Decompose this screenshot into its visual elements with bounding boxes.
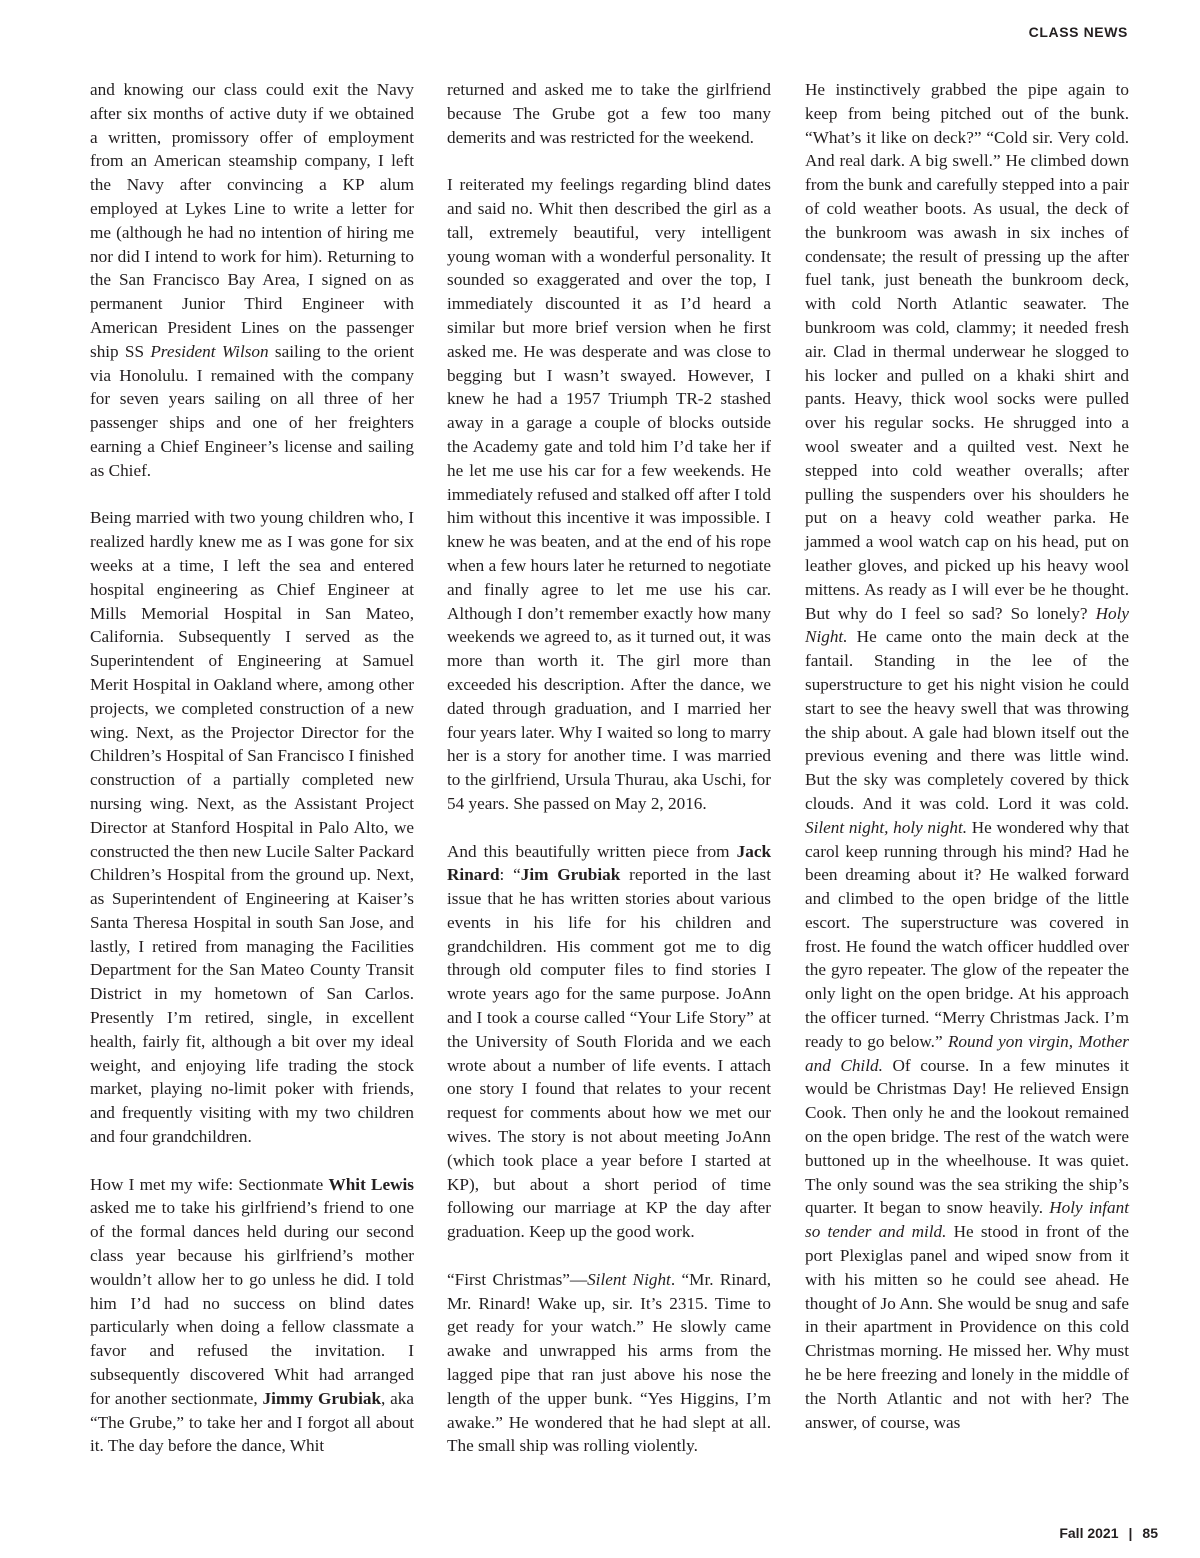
page-number: 85	[1142, 1525, 1158, 1541]
text-column-1	[90, 78, 414, 1458]
classmate-name: Jack Rinard	[447, 841, 771, 885]
carol-lyric: Holy Night.	[805, 603, 1129, 647]
classmate-name: Jim Grubiak	[520, 865, 621, 885]
classmate-name: Whit Lewis	[328, 1174, 414, 1194]
text-column-3	[805, 78, 1129, 1434]
paragraph: I reiterated my feelings regarding blind dates and said no. Whit then described the girl as a tall, extremely beautiful, very intelligent young woman with a wonderful personality. It sounded so exaggerated and over the top, I immediately discounted it as I’d heard a similar but more brief version when he first asked me. He was desperate and was close to begging but I wasn’t swayed. However, I knew he had a 1957 Triumph TR-2 stashed away in a garage a couple of blocks outside the Academy gate and told him I’d take her if he let me use his car for a few weekends. He immediately refused and stalked off after I told him without this incentive it was impossible. I knew he was beaten, and at the end of his rope when a few hours later he returned to negotiate and finally agree to let me use his car. Although I don’t remember exactly how many weekends we agreed to, as it turned out, it was more than worth it. The girl more than exceeded his description. After the dance, we dated through graduation, and I married her four years later. Why I waited so long to marry her is a story for another time. I was married to the girlfriend, Ursula Thurau, aka Uschi, for 54 years. She passed on May 2, 2016.	[447, 175, 771, 813]
story-title: Silent Night	[587, 1269, 671, 1289]
paragraph: Being married with two young children who, I realized hardly knew me as I was gone for six weeks at a time, I left the sea and entered hospital engineering as Chief Engineer at Mills Memorial Hospital in San Mateo, California. Subsequently I served as the Superintendent of Engineering at Samuel Merit Hospital in Oakland where, among other projects, we completed construction of a new wing. Next, as the Projector Director for the Children’s Hospital of San Francisco I finished construction of a partially completed new nursing wing. Next, as the Assistant Project Director at Stanford Hospital in Palo Alto, we constructed the then new Lucile Salter Packard Children’s Hospital from the ground up. Next, as Superintendent of Engineering at Kaiser’s Santa Theresa Hospital in south San Jose, and lastly, I retired from managing the Facilities Department for the San Mateo County Transit District in my hometown of San Carlos. Presently I’m retired, single, in excellent health, fairly fit, although a bit over my ideal weight, and enjoying life trading the stock market, playing no-limit poker with friends, and frequently visiting with my two children and four grandchildren.	[90, 508, 414, 1147]
section-header: CLASS NEWS	[1028, 24, 1128, 40]
text-column-2	[447, 78, 771, 1458]
carol-lyric: Silent night, holy night.	[805, 817, 968, 837]
carol-lyric: Holy infant so tender and mild.	[805, 1198, 1129, 1242]
paragraph: and knowing our class could exit the Navy after six months of active duty if we obtained a written, promissory offer of employment from an American steamship company, I left the Navy after convincing a KP alum employed at Lykes Line to write a letter for me (although he had no intention of hiring me nor did I intend to work for him). Returning to the San Francisco Bay Area, I signed on as permanent Junior Third Engineer with American President Lines on the passenger ship SS President Wilson sailing to the orient via Honolulu. I remained with the company for seven years sailing on all three of her passenger ships and one of her freighters earning a Chief Engineer’s license and sailing as Chief.	[90, 80, 414, 480]
classmate-name: Jimmy Grubiak	[262, 1388, 382, 1408]
ship-name: President Wilson	[150, 341, 269, 361]
paragraph: returned and asked me to take the girlfriend because The Grube got a few too many demerits and was restricted for the weekend.	[447, 80, 771, 147]
paragraph: And this beautifully written piece from Jack Rinard: “Jim Grubiak reported in the last issue that he has written stories about various events in his life for his children and grandchildren. His comment got me to dig through old computer files to find stories I wrote years ago for the same purpose. JoAnn and I took a course called “Your Life Story” at the University of South Florida and we each wrote about a number of life events. I attach one story I found that relates to your recent request for comments about how we met our wives. The story is not about meeting JoAnn (which took place a year before I started at KP), but about a short period of time following our marriage at KP the day after graduation. Keep up the good work.	[447, 841, 772, 1242]
issue-label: Fall 2021	[1059, 1525, 1119, 1541]
footer-separator: |	[1128, 1525, 1133, 1541]
carol-lyric: Round yon virgin, Mother and Child.	[805, 1031, 1129, 1075]
paragraph: “First Christmas”—Silent Night. “Mr. Rinard, Mr. Rinard! Wake up, sir. It’s 2315. Time to get ready for your watch.” He slowly came awake and unwrapped his arms from the lagged pipe that ran just above his nose the length of the upper bunk. “Yes Higgins, I’m awake.” He wondered that he had slept at all. The small ship was rolling violently.	[447, 1269, 771, 1456]
page-footer	[1059, 1525, 1158, 1541]
paragraph: He instinctively grabbed the pipe again to keep from being pitched out of the bunk. “What’s it like on deck?” “Cold sir. Very cold. And real dark. A big swell.” He climbed down from the bunk and carefully stepped into a pair of cold weather boots. As usual, the deck of the bunkroom was awash in six inches of condensate; the result of pressing up the after fuel tank, just beneath the bunkroom deck, with cold North Atlantic seawater. The bunkroom was cold, clammy; it needed fresh air. Clad in thermal underwear he slogged to his locker and pulled on a khaki shirt and pants. Heavy, thick wool socks were pulled over his regular socks. He shrugged into a wool sweater and a quilted vest. Next he stepped into cold weather overalls; after pulling the suspenders over his shoulders he put on a heavy cold weather parka. He jammed a wool watch cap on his head, put on leather gloves, and picked up his heavy wool mittens. As ready as I will ever be he thought. But why do I feel so sad? So lonely? Holy Night. He came onto the main deck at the fantail. Standing in the lee of the superstructure to get his night vision he could start to see the heavy swell that was throwing the ship about. A gale had blown itself out the previous evening and there was little wind. But the sky was completely covered by thick clouds. And it was cold. Lord it was cold. Silent night, holy night. He wondered why that carol keep running through his mind? Had he been dreaming about it? He walked forward and climbed to the open bridge of the little escort. The superstructure was covered in frost. He found the watch officer huddled over the gyro repeater. The glow of the repeater the only light on the open bridge. At his approach the officer turned. “Merry Christmas Jack. I’m ready to go below.” Round yon virgin, Mother and Child. Of course. In a few minutes it would be Christmas Day! He relieved Ensign Cook. Then only he and the lookout remained on the open bridge. The rest of the watch were buttoned up in the wheelhouse. It was quiet. The only sound was the sea striking the ship’s quarter. It began to snow heavily. Holy infant so tender and mild. He stood in front of the port Plexiglas panel and wiped snow from it with his mitten so he could see ahead. He thought of Jo Ann. She would be snug and safe in their apartment in Providence on this cold Christmas morning. He missed her. Why must he be here freezing and lonely in the middle of the North Atlantic and not with her? The answer, of course, was	[805, 80, 1129, 1432]
paragraph: How I met my wife: Sectionmate Whit Lewis asked me to take his girlfriend’s friend to one of the formal dances held during our second class year because his girlfriend’s mother wouldn’t allow her to go unless he did. I told him I’d had no success on blind dates particularly when doing a fellow classmate a favor and refused the invitation. I subsequently discovered Whit had arranged for another sectionmate, Jimmy Grubiak, aka “The Grube,” to take her and I forgot all about it. The day before the dance, Whit	[90, 1174, 415, 1456]
